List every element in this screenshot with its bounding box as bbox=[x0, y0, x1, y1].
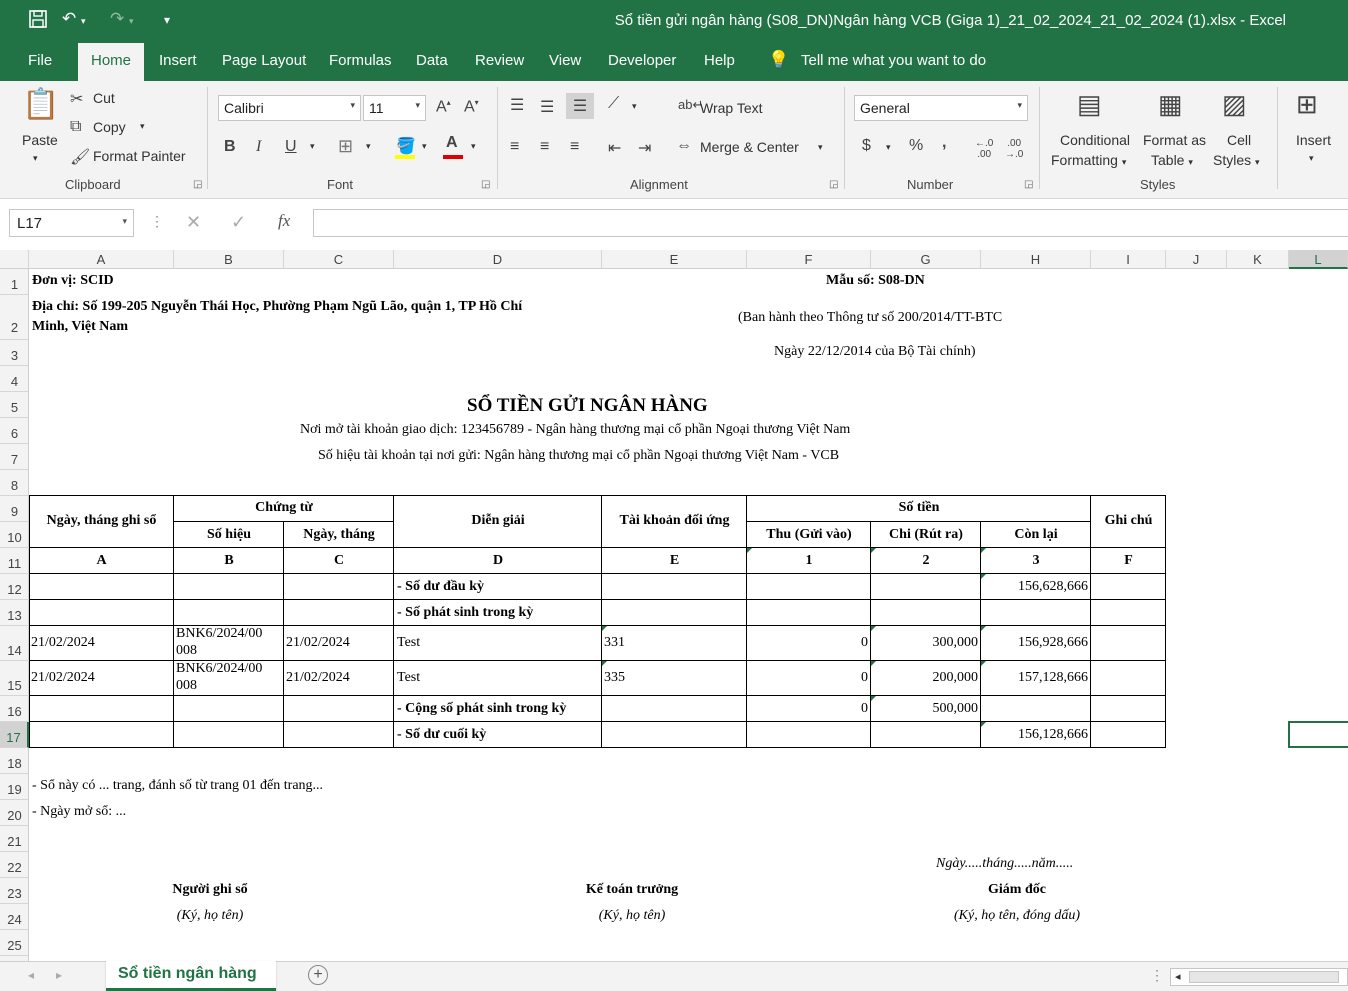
name-box[interactable]: L17 ▾ bbox=[9, 209, 134, 237]
copy-dropdown-icon[interactable]: ▾ bbox=[140, 121, 145, 131]
row-header[interactable]: 8 bbox=[0, 470, 29, 496]
separator bbox=[1039, 87, 1040, 189]
font-size-combo[interactable]: 11 ▾ bbox=[363, 95, 426, 121]
number-launcher-icon[interactable]: ◲ bbox=[1024, 179, 1034, 190]
increase-indent-icon[interactable]: ⇥ bbox=[638, 140, 652, 157]
tab-help[interactable]: Help bbox=[704, 52, 735, 69]
row-header[interactable]: 22 bbox=[0, 852, 29, 878]
conditional-formatting-label-2[interactable]: Formatting ▾ bbox=[1051, 152, 1127, 168]
window-title: Sổ tiền gửi ngân hàng (S08_DN)Ngân hàng VCB (Giga 1)_21_02_2024_21_02_2024 (1).xlsx - Excel bbox=[614, 12, 1286, 29]
row15-voucher-line2[interactable]: 008 bbox=[176, 678, 197, 693]
code-cell[interactable]: 2 bbox=[922, 553, 930, 568]
row-header[interactable]: 5 bbox=[0, 392, 29, 418]
account-place[interactable]: Nơi mở tài khoản giao dịch: 123456789 - Ngân hàng thương mại cổ phần Ngoại thương Việt Nam bbox=[300, 422, 851, 437]
row-header[interactable]: 7 bbox=[0, 444, 29, 470]
number-group-label: Number bbox=[907, 177, 954, 192]
row15-out[interactable]: 200,000 bbox=[932, 670, 978, 685]
circular-text[interactable]: (Ban hành theo Thông tư số 200/2014/TT-BTC bbox=[738, 310, 1003, 325]
orientation-icon[interactable]: ⟋ bbox=[608, 95, 620, 112]
code-cell[interactable]: 1 bbox=[805, 553, 813, 568]
title-bar bbox=[0, 0, 1348, 43]
clipboard-group-label: Clipboard bbox=[65, 177, 121, 192]
recorder-sign[interactable]: (Ký, họ tên) bbox=[176, 908, 244, 923]
alignment-launcher-icon[interactable]: ◲ bbox=[829, 179, 839, 190]
currency-dropdown-icon[interactable]: ▾ bbox=[886, 142, 891, 152]
row-header[interactable]: 23 bbox=[0, 878, 29, 904]
column-header[interactable]: A bbox=[29, 250, 174, 269]
address-line-1[interactable]: Địa chỉ: Số 199-205 Nguyễn Thái Học, Phường Phạm Ngũ Lão, quận 1, TP Hồ Chí bbox=[32, 299, 523, 314]
merge-center-icon[interactable]: ⇔ bbox=[676, 137, 692, 154]
row14-out[interactable]: 300,000 bbox=[932, 635, 978, 650]
insert-cells-button[interactable]: Insert bbox=[1296, 132, 1332, 148]
fill-color-dropdown-icon[interactable]: ▾ bbox=[422, 141, 427, 151]
separator bbox=[497, 87, 498, 189]
align-bottom-icon[interactable]: ☰ bbox=[566, 93, 594, 119]
underline-button[interactable]: U bbox=[285, 138, 297, 155]
borders-dropdown-icon[interactable]: ▾ bbox=[366, 141, 371, 151]
paste-dropdown-icon[interactable]: ▾ bbox=[33, 153, 38, 163]
signature-date-line[interactable]: Ngày.....tháng.....năm..... bbox=[936, 856, 1074, 871]
format-as-table-label-2[interactable]: Table ▾ bbox=[1151, 152, 1193, 168]
sheet-tab-bar bbox=[0, 961, 1348, 991]
column-header[interactable]: F bbox=[747, 250, 871, 269]
tab-page-layout[interactable]: Page Layout bbox=[222, 52, 307, 69]
add-sheet-icon[interactable]: + bbox=[308, 965, 328, 985]
row-header[interactable]: 9 bbox=[0, 496, 29, 522]
row-header[interactable]: 2 bbox=[0, 295, 29, 340]
total-in[interactable]: 0 bbox=[861, 701, 868, 716]
row-header[interactable]: 11 bbox=[0, 548, 29, 574]
code-cell[interactable]: A bbox=[96, 553, 107, 568]
enter-icon[interactable]: ✓ bbox=[231, 212, 247, 232]
cell-styles-label-1[interactable]: Cell bbox=[1227, 132, 1252, 148]
insert-cells-icon[interactable]: ⊞ bbox=[1296, 89, 1318, 119]
row14-voucher-line2[interactable]: 008 bbox=[176, 643, 197, 658]
font-name-combo[interactable]: Calibri ▾ bbox=[218, 95, 361, 121]
tab-file[interactable]: File bbox=[28, 52, 53, 69]
row-header[interactable]: 16 bbox=[0, 696, 29, 722]
formula-input[interactable] bbox=[313, 209, 1348, 237]
closing-balance[interactable]: 156,128,666 bbox=[1018, 727, 1088, 742]
director-title[interactable]: Giám đốc bbox=[988, 882, 1046, 897]
row15-voucher-date[interactable]: 21/02/2024 bbox=[286, 670, 350, 685]
format-as-table-label-1[interactable]: Format as bbox=[1143, 132, 1207, 148]
increase-font-icon[interactable]: A▴ bbox=[436, 98, 451, 116]
recorder-title[interactable]: Người ghi sổ bbox=[172, 882, 248, 897]
column-header[interactable]: G bbox=[871, 250, 981, 269]
form-number[interactable]: Mẫu số: S08-DN bbox=[826, 273, 925, 288]
header-voucher-no[interactable]: Số hiệu bbox=[207, 527, 251, 542]
row15-voucher-line1[interactable]: BNK6/2024/00 bbox=[176, 661, 263, 676]
comma-button[interactable]: , bbox=[942, 134, 947, 151]
styles-group-label: Styles bbox=[1140, 177, 1176, 192]
wrap-text-icon[interactable]: ab↵ bbox=[678, 97, 704, 112]
row-header[interactable]: 18 bbox=[0, 748, 29, 774]
font-color-swatch bbox=[443, 155, 463, 159]
font-launcher-icon[interactable]: ◲ bbox=[481, 179, 491, 190]
separator bbox=[844, 87, 845, 189]
column-header[interactable]: J bbox=[1166, 250, 1227, 269]
header-date[interactable]: Ngày, tháng ghi sổ bbox=[46, 513, 157, 528]
copy-icon[interactable]: ⧉ bbox=[70, 118, 82, 135]
prev-sheet-icon[interactable]: ◂ bbox=[28, 968, 35, 982]
align-top-icon[interactable]: ☰ bbox=[510, 97, 525, 114]
next-sheet-icon[interactable]: ▸ bbox=[56, 968, 63, 982]
header-account[interactable]: Tài khoản đối ứng bbox=[619, 513, 730, 528]
formula-bar-grip-icon: ⋮ bbox=[150, 213, 164, 229]
paste-icon[interactable]: 📋 bbox=[22, 88, 60, 121]
header-out[interactable]: Chi (Rút ra) bbox=[889, 527, 963, 542]
bold-button[interactable]: B bbox=[224, 138, 236, 155]
format-painter-icon[interactable]: 🖌 bbox=[70, 149, 91, 166]
undo-icon[interactable]: ↶ ▾ bbox=[62, 9, 86, 28]
tab-view[interactable]: View bbox=[549, 52, 582, 69]
tab-review[interactable]: Review bbox=[475, 52, 525, 69]
active-cell[interactable] bbox=[1288, 721, 1348, 748]
horizontal-scrollbar[interactable] bbox=[1170, 968, 1348, 986]
conditional-formatting-icon[interactable]: ▤ bbox=[1077, 89, 1102, 119]
column-header[interactable]: C bbox=[284, 250, 394, 269]
align-left-icon[interactable]: ≡ bbox=[510, 138, 520, 155]
font-color-icon[interactable]: A bbox=[446, 134, 458, 151]
account-number[interactable]: Số hiệu tài khoản tại nơi gửi: Ngân hàng thương mại cổ phần Ngoại thương Việt Nam - VCB bbox=[318, 448, 840, 463]
merge-dropdown-icon[interactable]: ▾ bbox=[818, 142, 823, 152]
row-header[interactable]: 25 bbox=[0, 930, 29, 956]
row14-voucher-date[interactable]: 21/02/2024 bbox=[286, 635, 350, 650]
conditional-formatting-label-1[interactable]: Conditional bbox=[1059, 132, 1131, 148]
row-header[interactable]: 1 bbox=[0, 269, 29, 295]
row14-account[interactable]: 331 bbox=[604, 635, 625, 650]
page-title[interactable]: SỔ TIỀN GỬI NGÂN HÀNG bbox=[467, 395, 708, 416]
increase-decimal-icon[interactable]: ←.0 .00 bbox=[975, 138, 994, 160]
closing-label[interactable]: - Số dư cuối kỳ bbox=[397, 727, 487, 742]
column-header-selected[interactable]: L bbox=[1289, 250, 1348, 269]
font-group-label: Font bbox=[327, 177, 354, 192]
fill-color-swatch bbox=[395, 155, 415, 159]
currency-button[interactable]: $ bbox=[862, 137, 871, 154]
code-cell[interactable]: E bbox=[669, 553, 680, 568]
underline-dropdown-icon[interactable]: ▾ bbox=[310, 141, 315, 151]
header-voucher[interactable]: Chứng từ bbox=[255, 500, 313, 515]
decrease-decimal-icon[interactable]: .00 →.0 bbox=[1005, 138, 1024, 160]
column-header[interactable]: B bbox=[174, 250, 284, 269]
row15-account[interactable]: 335 bbox=[604, 670, 625, 685]
copy-button[interactable]: Copy bbox=[93, 119, 126, 135]
unit-text[interactable]: Đơn vị: SCID bbox=[32, 273, 114, 288]
total-label[interactable]: - Cộng số phát sinh trong kỳ bbox=[397, 701, 567, 716]
cut-icon[interactable]: ✂ bbox=[70, 91, 84, 108]
row14-balance[interactable]: 156,928,666 bbox=[1018, 635, 1088, 650]
wrap-text-button[interactable]: Wrap Text bbox=[700, 100, 763, 116]
row-headers bbox=[0, 269, 29, 961]
code-cell[interactable]: 3 bbox=[1032, 553, 1040, 568]
cancel-icon[interactable]: ✕ bbox=[186, 212, 202, 232]
pages-note[interactable]: - Sổ này có ... trang, đánh số từ trang 01 đến trang... bbox=[32, 778, 324, 793]
font-color-dropdown-icon[interactable]: ▾ bbox=[471, 141, 476, 151]
column-header[interactable]: D bbox=[394, 250, 602, 269]
column-header[interactable]: K bbox=[1227, 250, 1289, 269]
sheet-tab-active[interactable] bbox=[106, 961, 276, 991]
column-header[interactable]: E bbox=[602, 250, 747, 269]
insert-dropdown-icon[interactable]: ▾ bbox=[1309, 153, 1314, 163]
alignment-group-label: Alignment bbox=[630, 177, 688, 192]
row-header[interactable]: 15 bbox=[0, 661, 29, 696]
header-voucher-date[interactable]: Ngày, tháng bbox=[303, 527, 375, 542]
format-painter-button[interactable]: Format Painter bbox=[93, 148, 186, 164]
format-as-table-icon[interactable]: ▦ bbox=[1158, 89, 1183, 119]
align-center-icon[interactable]: ≡ bbox=[540, 138, 550, 155]
chief-accountant-sign[interactable]: (Ký, họ tên) bbox=[598, 908, 666, 923]
chief-accountant-title[interactable]: Kế toán trưởng bbox=[585, 882, 679, 897]
tab-formulas[interactable]: Formulas bbox=[329, 52, 392, 69]
code-cell[interactable]: D bbox=[492, 553, 504, 568]
code-cell[interactable]: B bbox=[224, 553, 234, 568]
borders-icon[interactable]: ⊞ bbox=[338, 136, 354, 156]
row-header[interactable]: 6 bbox=[0, 418, 29, 444]
cell-styles-label-2[interactable]: Styles ▾ bbox=[1213, 152, 1260, 168]
separator bbox=[1277, 87, 1278, 189]
insert-function-icon[interactable]: fx bbox=[278, 211, 291, 230]
address-line-2[interactable]: Minh, Việt Nam bbox=[32, 319, 129, 334]
column-header[interactable]: I bbox=[1091, 250, 1166, 269]
row15-balance[interactable]: 157,128,666 bbox=[1018, 670, 1088, 685]
align-middle-icon[interactable]: ☰ bbox=[540, 99, 555, 116]
save-icon[interactable] bbox=[28, 9, 48, 34]
row15-date[interactable]: 21/02/2024 bbox=[31, 670, 95, 685]
row-header[interactable]: 12 bbox=[0, 574, 29, 600]
header-note[interactable]: Ghi chú bbox=[1104, 513, 1153, 528]
column-headers bbox=[0, 250, 1348, 269]
redo-icon[interactable]: ↷ ▾ bbox=[110, 9, 134, 28]
percent-button[interactable]: % bbox=[909, 137, 924, 154]
decrease-font-icon[interactable]: A▾ bbox=[464, 98, 479, 116]
scrollbar-thumb[interactable] bbox=[1189, 971, 1339, 983]
code-cell[interactable]: C bbox=[333, 553, 345, 568]
cut-button[interactable]: Cut bbox=[93, 90, 115, 106]
tab-data[interactable]: Data bbox=[416, 52, 448, 69]
orientation-dropdown-icon[interactable]: ▾ bbox=[632, 101, 637, 111]
row-header[interactable]: 20 bbox=[0, 800, 29, 826]
row15-description[interactable]: Test bbox=[397, 670, 421, 685]
row14-in[interactable]: 0 bbox=[861, 635, 868, 650]
circular-date[interactable]: Ngày 22/12/2014 của Bộ Tài chính) bbox=[774, 344, 976, 359]
row-header[interactable]: 19 bbox=[0, 774, 29, 800]
paste-button[interactable]: Paste bbox=[22, 132, 58, 148]
arising-label[interactable]: - Số phát sinh trong kỳ bbox=[397, 605, 534, 620]
header-description[interactable]: Diễn giải bbox=[471, 513, 525, 528]
row-header[interactable]: 14 bbox=[0, 626, 29, 661]
open-date-note[interactable]: - Ngày mở sổ: ... bbox=[32, 804, 127, 819]
row-header[interactable]: 4 bbox=[0, 366, 29, 392]
sheet-tab-label: Sổ tiền ngân hàng bbox=[118, 965, 257, 982]
lightbulb-icon: 💡 bbox=[768, 50, 790, 69]
code-cell[interactable]: F bbox=[1124, 553, 1133, 568]
opening-balance[interactable]: 156,628,666 bbox=[1018, 579, 1088, 594]
tell-me-search[interactable]: Tell me what you want to do bbox=[801, 52, 987, 69]
italic-button[interactable]: I bbox=[256, 138, 262, 155]
row-header[interactable]: 24 bbox=[0, 904, 29, 930]
total-out[interactable]: 500,000 bbox=[932, 701, 978, 716]
row-header[interactable]: 3 bbox=[0, 340, 29, 366]
ribbon bbox=[0, 81, 1348, 199]
decrease-indent-icon[interactable]: ⇤ bbox=[608, 140, 622, 157]
scroll-grip-icon: ⋮ bbox=[1150, 967, 1164, 983]
row-header[interactable]: 13 bbox=[0, 600, 29, 626]
row-header[interactable]: 21 bbox=[0, 826, 29, 852]
row14-description[interactable]: Test bbox=[397, 635, 421, 650]
fill-color-icon[interactable]: 🪣 bbox=[396, 138, 416, 155]
opening-label[interactable]: - Số dư đầu kỳ bbox=[397, 579, 484, 594]
tab-insert[interactable]: Insert bbox=[159, 52, 197, 69]
row-header-selected[interactable]: 17 bbox=[0, 722, 29, 748]
header-balance[interactable]: Còn lại bbox=[1014, 527, 1058, 542]
merge-center-button[interactable]: Merge & Center bbox=[700, 139, 799, 155]
cell-styles-icon[interactable]: ▨ bbox=[1222, 89, 1247, 119]
header-in[interactable]: Thu (Gửi vào) bbox=[766, 527, 852, 542]
separator bbox=[207, 87, 208, 189]
director-sign[interactable]: (Ký, họ tên, đóng dấu) bbox=[954, 908, 1080, 923]
header-amount[interactable]: Số tiền bbox=[898, 500, 940, 515]
tab-developer[interactable]: Developer bbox=[608, 52, 677, 69]
number-format-combo[interactable]: General ▾ bbox=[854, 95, 1028, 121]
column-header[interactable]: H bbox=[981, 250, 1091, 269]
tab-home[interactable]: Home bbox=[78, 43, 144, 81]
customize-qat-icon[interactable]: ▾ bbox=[164, 13, 171, 27]
clipboard-launcher-icon[interactable]: ◲ bbox=[193, 179, 203, 190]
ribbon-tabs bbox=[0, 43, 1348, 81]
select-all-corner[interactable] bbox=[0, 250, 29, 269]
row14-voucher-line1[interactable]: BNK6/2024/00 bbox=[176, 626, 263, 641]
row-header[interactable]: 10 bbox=[0, 522, 29, 548]
align-right-icon[interactable]: ≡ bbox=[570, 138, 580, 155]
scroll-left-icon[interactable]: ◂ bbox=[1175, 971, 1181, 983]
row15-in[interactable]: 0 bbox=[861, 670, 868, 685]
row14-date[interactable]: 21/02/2024 bbox=[31, 635, 95, 650]
